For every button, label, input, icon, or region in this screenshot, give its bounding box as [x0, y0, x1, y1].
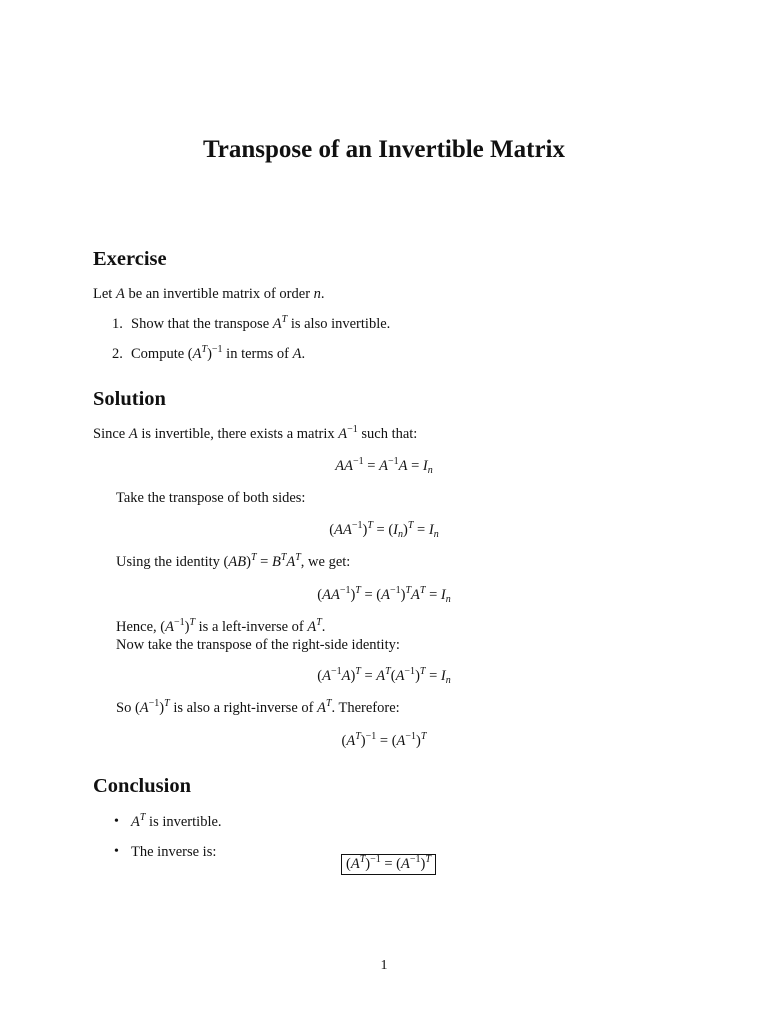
equation-2: $(AA^{-1})^T = (I_n)^T = I_n$ — [329, 520, 439, 540]
solution-step-3: Using the identity $(AB)^T = B^TA^T$, we get: — [116, 552, 351, 570]
exercise-item-1: Show that the transpose $A^T$ is also invertible. — [131, 314, 391, 332]
equation-1: $AA^{-1} = A^{-1}A = I_n$ — [335, 456, 433, 476]
boxed-result: $(A^T)^{-1} = (A^{-1})^T$ — [341, 856, 436, 873]
solution-heading: Solution — [93, 388, 166, 410]
math-inverse-transpose: $(A^T)^{-1}$ — [187, 344, 223, 362]
math-a-transpose: $A^T$ — [272, 314, 288, 332]
page-number: 1 — [380, 958, 388, 973]
conclusion-bullet-1: $A^T$ is invertible. — [131, 812, 222, 830]
bullet-icon: • — [114, 814, 119, 829]
equation-3: $(AA^{-1})^T = (A^{-1})^TA^T = I_n$ — [317, 585, 451, 605]
solution-step-6: So $(A^{-1})^T$ is also a right-inverse of $A^T$. Therefore: — [116, 698, 400, 716]
exercise-heading: Exercise — [93, 248, 167, 270]
solution-step-4: Hence, $(A^{-1})^T$ is a left-inverse of $A^T$. — [116, 617, 326, 635]
solution-step-5: Now take the transpose of the right-side identity: — [116, 637, 400, 653]
solution-step-2: Take the transpose of both sides: — [116, 490, 306, 506]
equation-4: $(A^{-1}A)^T = A^T(A^{-1})^T = I_n$ — [317, 666, 451, 686]
conclusion-bullet-2: The inverse is: — [131, 844, 217, 860]
page-title: Transpose of an Invertible Matrix — [202, 136, 565, 163]
math-transpose-identity: $(AB)^T = B^TA^T$ — [223, 552, 301, 570]
exercise-item-2: Compute $(A^T)^{-1}$ in terms of A. — [131, 344, 306, 362]
enum-number-1: 1. — [112, 316, 123, 332]
conclusion-heading: Conclusion — [93, 775, 191, 797]
enum-number-2: 2. — [112, 346, 123, 362]
solution-line-1: Since A is invertible, there exists a matrix $A^{-1}$ such that: — [93, 424, 418, 442]
bullet-icon: • — [114, 844, 119, 859]
exercise-intro: Let A be an invertible matrix of order n. — [93, 286, 325, 302]
equation-5: $(A^T)^{-1} = (A^{-1})^T$ — [341, 731, 427, 749]
math-a-inverse: $A^{-1}$ — [338, 424, 358, 442]
